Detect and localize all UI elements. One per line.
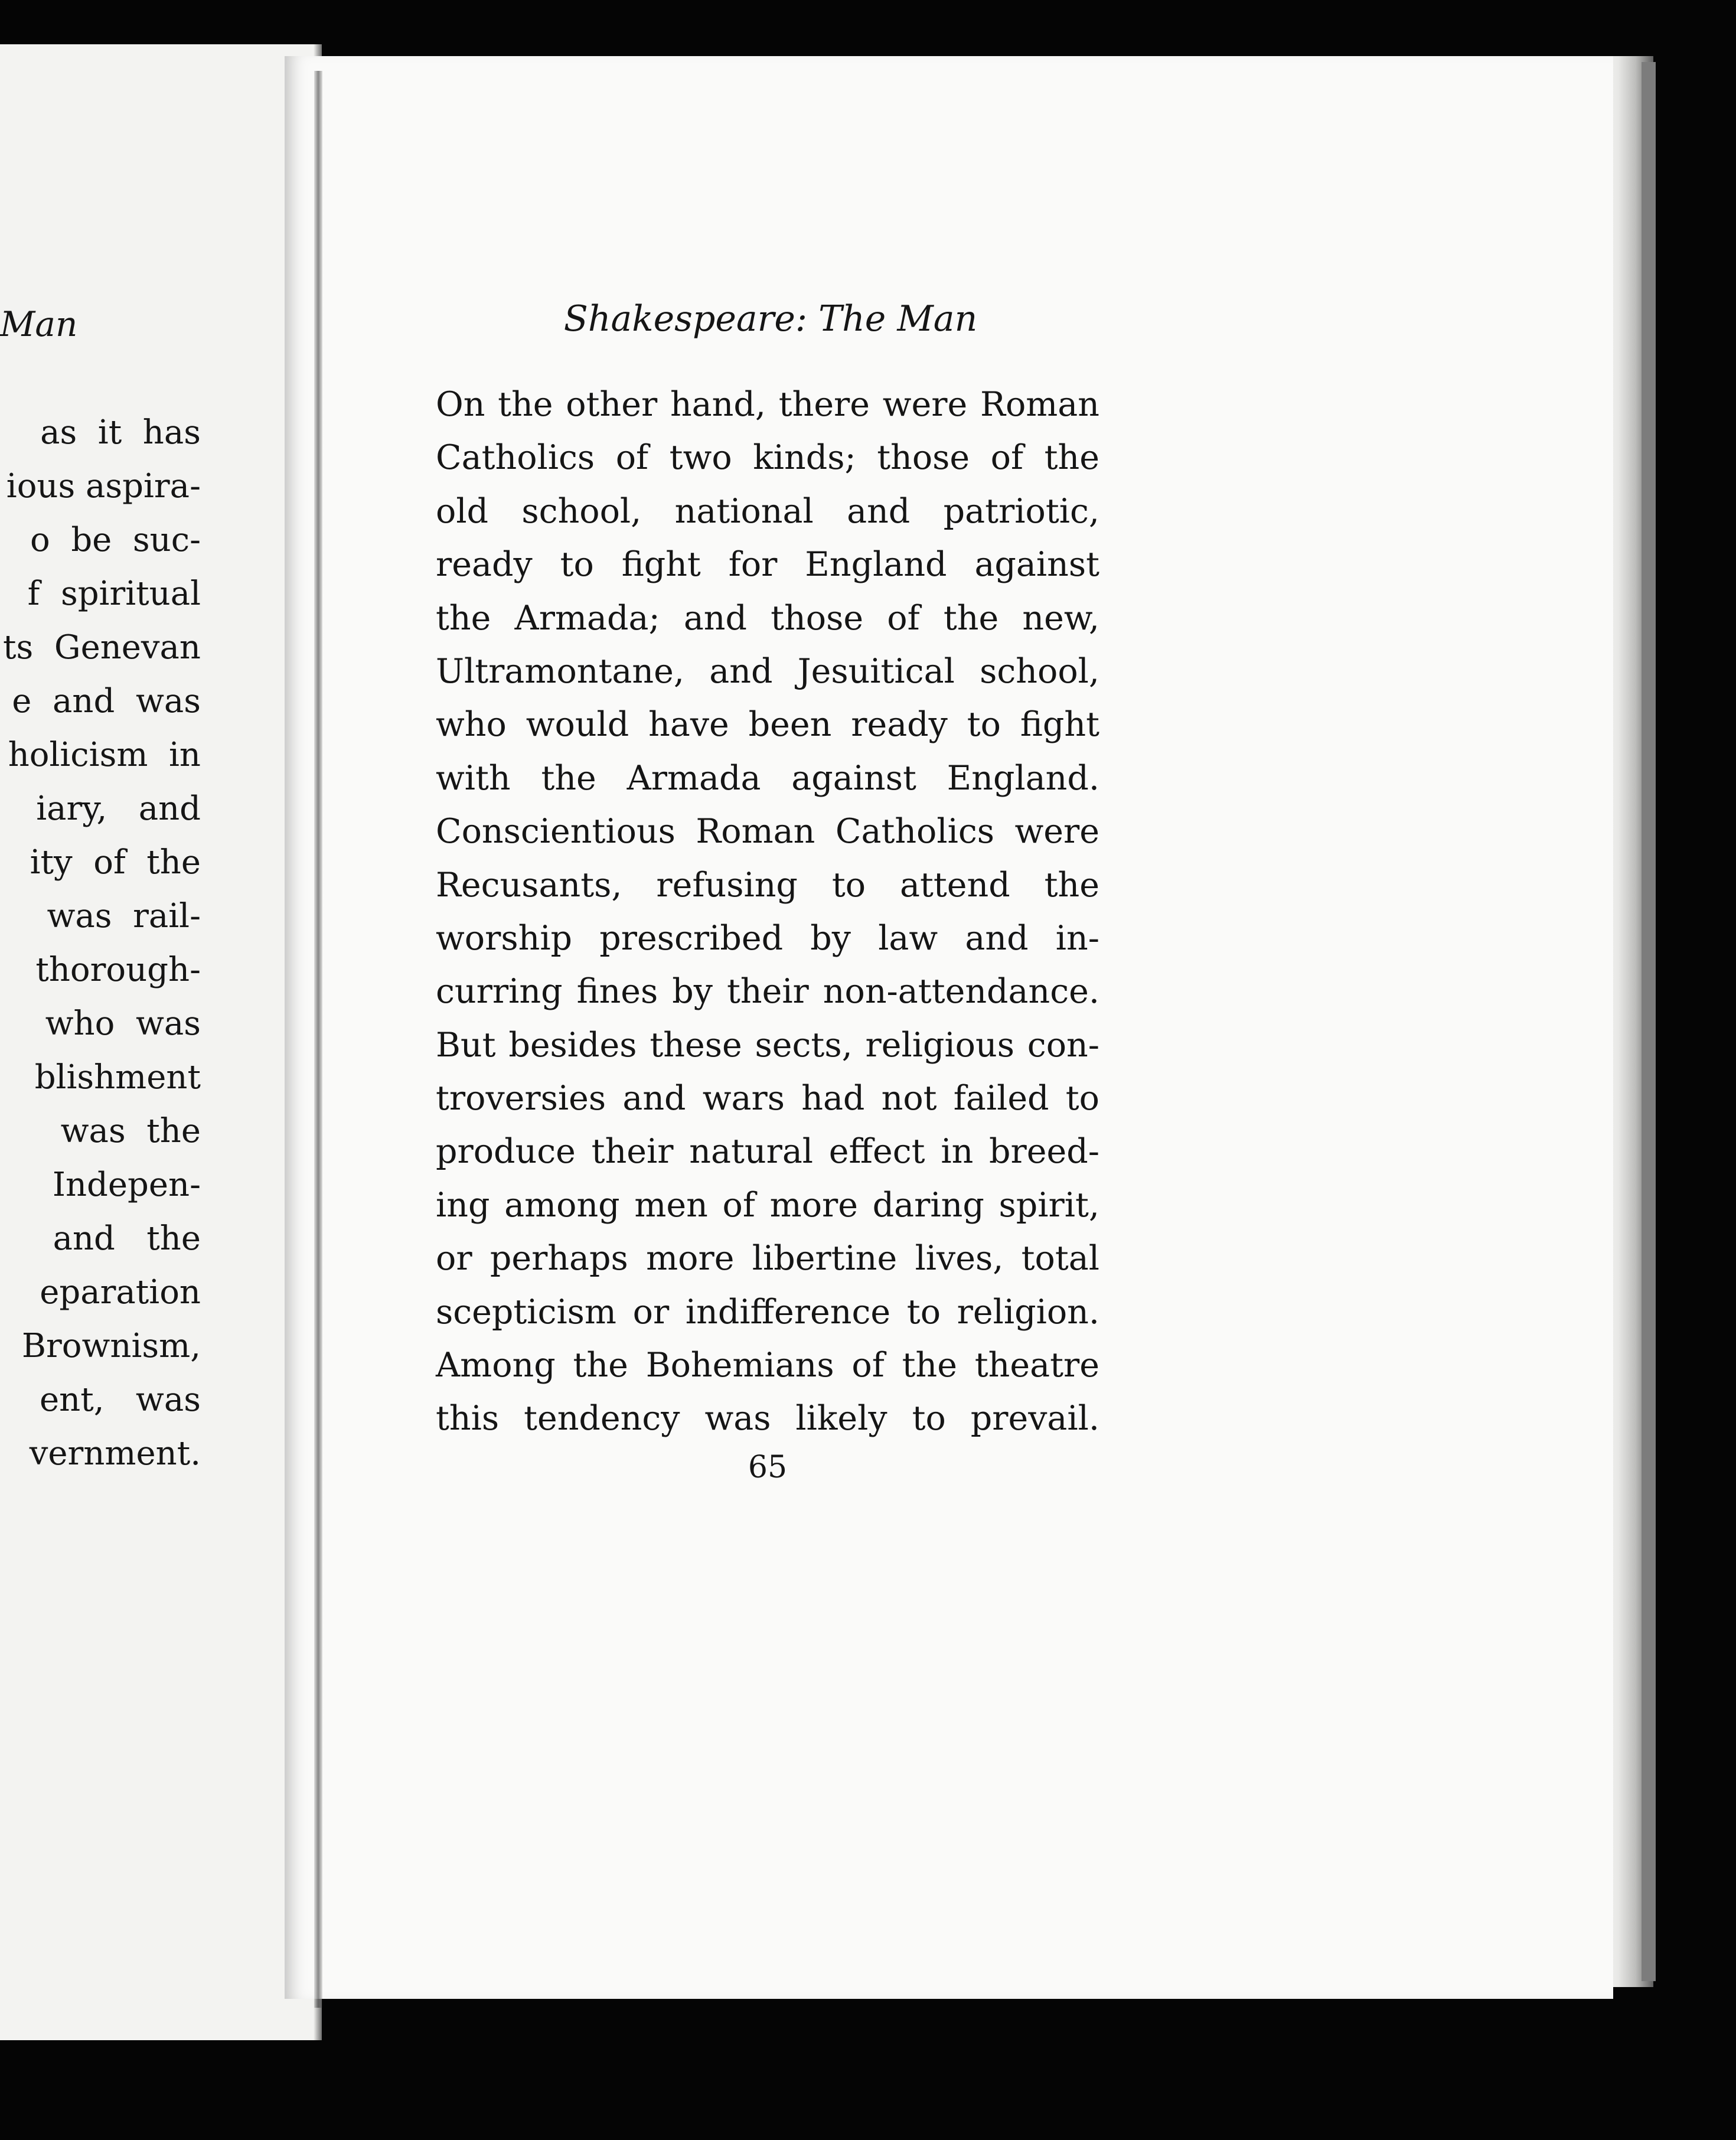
text-line: the Armada; and those of the new, [436, 598, 1099, 638]
left-line: thorough- [35, 951, 201, 989]
left-page [0, 44, 322, 2040]
left-line: blishment [34, 1058, 201, 1097]
text-line: Conscientious Roman Catholics were [436, 812, 1099, 852]
text-line: old school, national and patriotic, [436, 491, 1099, 531]
page-stack-shadow [1642, 62, 1656, 1981]
left-line: ts Genevan [2, 628, 201, 667]
text-line: who would have been ready to fight [436, 705, 1099, 745]
text-line: But besides these sects, religious con- [436, 1025, 1099, 1065]
left-line: ity of the [30, 843, 201, 882]
text-line: curring fines by their non-attendance. [436, 972, 1099, 1012]
page-number: 65 [748, 1450, 788, 1485]
text-line: Catholics of two kinds; those of the [436, 438, 1099, 478]
text-line: troversies and wars had not failed to [436, 1079, 1099, 1118]
text-line: produce their natural effect in breed- [436, 1132, 1099, 1172]
left-line: eparation [40, 1273, 201, 1312]
left-line: ious aspira- [6, 467, 201, 505]
left-line: Indepen- [52, 1166, 201, 1204]
left-line: and the [53, 1219, 201, 1258]
text-line: Among the Bohemians of the theatre [436, 1346, 1099, 1385]
left-line: vernment. [29, 1434, 201, 1473]
text-line: worship prescribed by law and in- [436, 918, 1099, 958]
left-line: as it has [40, 413, 201, 452]
text-line: with the Armada against England. [436, 758, 1099, 798]
text-line: this tendency was likely to prevail. [436, 1399, 1099, 1438]
left-line: ent, was [40, 1381, 201, 1419]
left-line: f spiritual [27, 575, 201, 613]
left-line: was the [60, 1112, 201, 1150]
left-line: iary, and [36, 790, 201, 828]
left-running-head-fragment: Man [0, 304, 78, 344]
text-line: ing among men of more daring spirit, [436, 1185, 1099, 1225]
text-line: or perhaps more libertine lives, total [436, 1239, 1099, 1278]
left-line: e and was [12, 682, 201, 720]
right-text-block [436, 378, 1099, 1446]
left-line: was rail- [47, 897, 201, 935]
running-head: Shakespeare: The Man [563, 298, 978, 340]
left-line: o be suc- [30, 521, 201, 559]
left-text-block [0, 406, 201, 1480]
text-line: Recusants, refusing to attend the [436, 865, 1099, 905]
left-line: Brownism, [21, 1327, 201, 1365]
left-line: who was [45, 1004, 201, 1043]
book-gutter [314, 71, 322, 2008]
text-line: Ultramontane, and Jesuitical school, [436, 651, 1099, 691]
text-line: scepticism or indifference to religion. [436, 1292, 1099, 1332]
left-line: holicism in [8, 736, 201, 774]
text-line: On the other hand, there were Roman [436, 385, 1099, 424]
text-line: ready to fight for England against [436, 545, 1099, 585]
